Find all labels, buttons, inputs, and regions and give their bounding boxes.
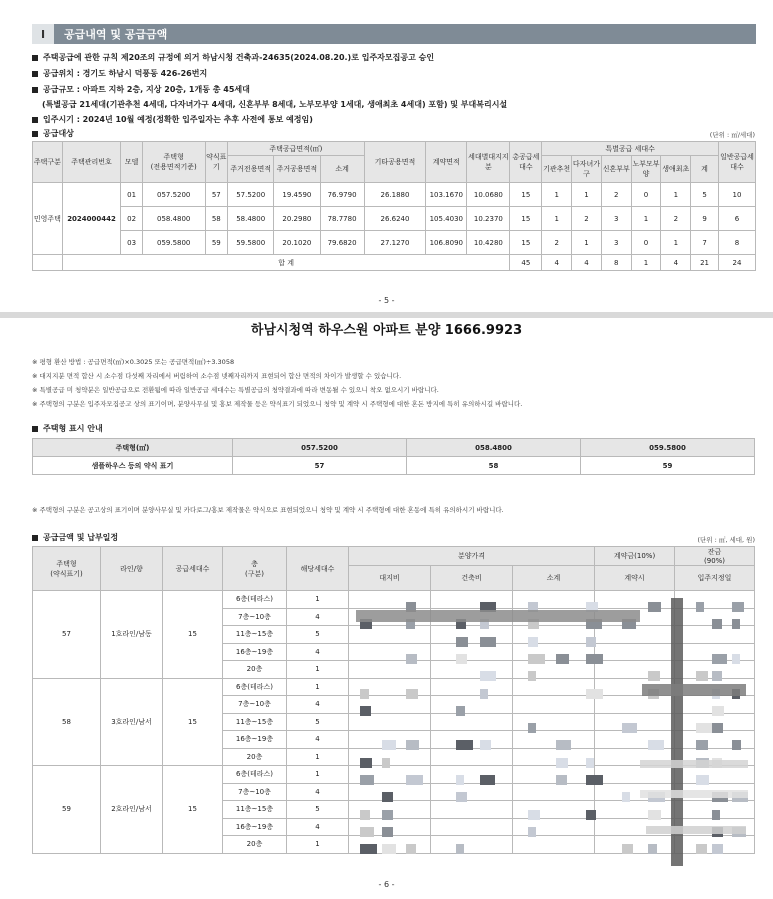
redacted-price-cell [431,748,513,766]
header-exclusive: 주거전용면적 [228,156,274,183]
price-header-floor-units: 해당세대수 [287,547,349,591]
header-multi-child: 다자녀가구 [572,156,602,183]
total-elderly-cell: 1 [631,255,661,271]
table-title-supply: 공급대상 [32,128,74,139]
exclusive-cell: 59.5800 [228,231,274,255]
redacted-price-cell [431,591,513,609]
redaction-pixel [456,706,465,716]
multi-cell: 1 [572,183,602,207]
common-cell: 19.4590 [274,183,320,207]
multi-cell: 2 [572,207,602,231]
redacted-price-cell [431,818,513,836]
bullet-square-icon [32,535,38,541]
redaction-pixel [622,723,637,733]
type-row-label: 주택형(㎡) [33,439,233,457]
redacted-price-cell [349,661,431,679]
header-subtotal: 소계 [320,156,364,183]
redacted-price-cell [595,696,675,714]
redaction-pixel [456,792,467,802]
total-agency-cell: 4 [542,255,572,271]
redaction-pixel [528,723,536,733]
redaction-pixel [696,775,709,785]
redaction-bar [642,684,746,696]
price-row [33,766,755,784]
redaction-pixel [586,810,596,820]
floor-cell: 16층~19층 [223,731,287,749]
price-header-sale-price: 분양가격 [349,547,595,566]
redacted-price-cell [431,696,513,714]
elderly-cell: 0 [631,231,661,255]
floor-cell: 16층~19층 [223,643,287,661]
abbrev-cell: 57 [233,457,407,475]
bullet-square-icon [32,131,38,137]
elderly-cell: 0 [631,183,661,207]
floor-cell: 20층 [223,748,287,766]
price-unit-label: (단위 : ㎡, 세대, 원) [697,536,755,544]
total-label: 합 계 [62,255,510,271]
agency-cell: 1 [542,207,572,231]
floor-units-cell: 4 [287,696,349,714]
newlywed-cell: 3 [601,207,631,231]
redaction-pixel [648,602,661,612]
type-cell: 058.4800 [407,439,581,457]
other-cell: 26.6240 [364,207,426,231]
other-cell: 27.1270 [364,231,426,255]
note-type-display: ※ 주택형의 구분은 입주자모집공고 상의 표기이며, 분양사무실 및 홍보 제작물 등은 약식표기 되었으니 청약 및 계약 시 주택형에 대한 혼돈 방지에 특히 유의하시길 바랍니다. [32,400,523,408]
bullet-approval: 주택공급에 관한 규칙 제20조의 규정에 의거 하남시청 건축과-24635(2024.08.20.)로 입주자모집공고 승인 [32,52,434,63]
header-first-time: 생애최초 [661,156,691,183]
newlywed-cell: 2 [601,183,631,207]
total-cell: 15 [510,183,542,207]
redaction-pixel [456,740,473,750]
redaction-pixel [528,654,545,664]
section-number: I [32,24,54,44]
redaction-pixel [406,775,423,785]
total-row [33,255,756,271]
floor-units-cell: 1 [287,678,349,696]
general-cell: 10 [718,183,755,207]
redaction-pixel [382,740,396,750]
redacted-price-cell [513,591,595,609]
abbrev-cell: 59 [581,457,755,475]
redaction-pixel [696,740,708,750]
price-table-body [33,591,755,854]
redaction-pixel [556,775,567,785]
header-land: 세대별대지지분 [467,142,510,183]
redaction-pixel [586,637,596,647]
redaction-pixel [456,844,464,854]
redaction-pixel [406,654,417,664]
supply-table-body [33,183,756,271]
bullet-move-in: 입주시기 : 2024년 10월 예정(정확한 입주일자는 추후 사전에 통보 예정임) [32,114,313,125]
redacted-price-cell [513,661,595,679]
redacted-price-cell [431,678,513,696]
redaction-pixel [696,602,704,612]
abbrev-cell: 58 [205,207,228,231]
total-blank-cell [33,255,63,271]
total-cell: 15 [510,231,542,255]
floor-cell: 6층(테라스) [223,766,287,784]
redacted-price-cell [431,713,513,731]
note-conversion: ※ 평형 환산 방법 : 공급면적(㎡)×0.3025 또는 공급면적(㎡)÷3.3058 [32,358,235,366]
common-cell: 20.2980 [274,207,320,231]
floor-cell: 6층(테라스) [223,591,287,609]
floor-units-cell: 1 [287,591,349,609]
abbrev-cell: 57 [205,183,228,207]
redacted-price-cell [431,643,513,661]
type-cell: 057.5200 [142,183,205,207]
price-title: 공급금액 및 납부일정 [32,532,118,543]
redaction-pixel [732,654,740,664]
floor-units-cell: 4 [287,643,349,661]
price-type-cell: 57 [33,591,101,679]
redacted-price-cell [595,801,675,819]
floor-units-cell: 4 [287,608,349,626]
redacted-price-cell [513,678,595,696]
bullet-square-icon [32,426,38,432]
abbrev-cell: 59 [205,231,228,255]
price-header-type: 주택형 (약식표기) [33,547,101,591]
floor-units-cell: 5 [287,801,349,819]
redacted-price-cell [513,818,595,836]
redacted-price-cell [513,713,595,731]
total-newlywed-cell: 8 [601,255,631,271]
land-cell: 10.4280 [467,231,510,255]
floor-cell: 6층(테라스) [223,678,287,696]
redaction-pixel [648,671,660,681]
header-area-group: 주택공급면적(㎡) [228,142,365,156]
floor-cell: 11층~15층 [223,626,287,644]
price-units-cell: 15 [163,766,223,854]
header-newlywed: 신혼부부 [601,156,631,183]
redaction-pixel [712,654,727,664]
floor-cell: 20층 [223,661,287,679]
floor-cell: 11층~15층 [223,713,287,731]
bullet-square-icon [32,87,38,93]
model-cell: 02 [121,207,143,231]
redaction-pixel [622,792,630,802]
type-cell: 057.5200 [233,439,407,457]
redaction-pixel [528,637,538,647]
note-land-share: ※ 대지지분 면적 합산 시 소수점 다섯째 자리에서 버림하여 소수점 넷째자리까지 표현되어 합산 면적의 차이가 발생할 수 있습니다. [32,372,402,380]
floor-units-cell: 1 [287,766,349,784]
redacted-price-cell [675,766,755,784]
header-common: 주거공용면적 [274,156,320,183]
price-line-cell: 3호라인/남서 [101,678,163,766]
agency-cell: 2 [542,231,572,255]
unit-label: (단위 : ㎡/세대) [709,131,755,139]
model-cell: 03 [121,231,143,255]
price-type-cell: 59 [33,766,101,854]
redacted-price-cell [595,591,675,609]
redaction-pixel [480,775,495,785]
sum-cell: 5 [691,183,719,207]
first-cell: 2 [661,207,691,231]
note-special-supply: ※ 특별공급 미 청약분은 일반공급으로 전환됨에 따라 일반공급 세대수는 특별공급의 청약결과에 따라 변동될 수 있으니 착오 없으시기 바랍니다. [32,386,439,394]
type-note: ※ 주택형의 구분은 공고상의 표기이며 분양사무실 및 카다로그/홍보 제작물은 약식으로 표현되었으니 청약 및 계약 시 주택형에 대한 혼동에 특히 유의하시기 바랍니다. [32,506,504,514]
redaction-pixel [360,844,377,854]
price-header-land-cost: 대지비 [349,566,431,591]
price-header-build-cost: 건축비 [431,566,513,591]
redaction-pixel [712,723,723,733]
redaction-pixel [712,810,720,820]
other-cell: 26.1880 [364,183,426,207]
subtotal-cell: 78.7780 [320,207,364,231]
type-display-table [32,438,755,475]
type-cell: 059.5800 [142,231,205,255]
redaction-pixel [480,740,491,750]
redacted-price-cell [675,731,755,749]
special-supply-note: (특별공급 21세대(기관추천 4세대, 다자녀가구 4세대, 신혼부부 8세대, 노부모부양 1세대, 생애최초 4세대) 포함) 및 부대복리시설 [42,100,508,109]
land-cell: 10.0680 [467,183,510,207]
price-header-line: 라인/향 [101,547,163,591]
redaction-pixel [732,619,740,629]
floor-cell: 20층 [223,836,287,854]
price-header-units: 공급세대수 [163,547,223,591]
contract-cell: 105.4030 [426,207,467,231]
redaction-pixel [648,740,664,750]
type-cell: 059.5800 [581,439,755,457]
redaction-pixel [528,810,540,820]
redaction-pixel [732,740,741,750]
redaction-pixel [712,671,722,681]
header-elderly: 노부모부양 [631,156,661,183]
redaction-pixel [696,723,712,733]
redaction-pixel [406,740,419,750]
redaction-pixel [586,654,603,664]
price-header-deposit-timing: 계약시 [595,566,675,591]
price-header-balance: 잔금 (90%) [675,547,755,566]
redacted-price-cell [431,661,513,679]
exclusive-cell: 57.5200 [228,183,274,207]
header-other-common: 기타공용면적 [364,142,426,183]
page-number: - 5 - [378,296,395,305]
floor-units-cell: 1 [287,748,349,766]
redaction-bar [356,610,640,622]
floor-cell: 7층~10층 [223,783,287,801]
redaction-pixel [406,844,416,854]
first-cell: 1 [661,183,691,207]
price-row [33,591,755,609]
redacted-price-cell [431,766,513,784]
header-mgmt-no: 주택관리번호 [62,142,121,183]
price-header-sum: 소계 [513,566,595,591]
floor-units-cell: 1 [287,836,349,854]
redaction-pixel [480,637,496,647]
redaction-pixel [622,844,633,854]
redaction-pixel [696,844,707,854]
redacted-price-cell [349,643,431,661]
redaction-pixel [556,654,569,664]
first-cell: 1 [661,231,691,255]
redaction-pixel [712,619,722,629]
supply-row [33,231,756,255]
floor-cell: 16층~19층 [223,818,287,836]
header-abbrev: 약식표기 [205,142,228,183]
contract-cell: 106.8090 [426,231,467,255]
redacted-price-cell [513,801,595,819]
redacted-price-cell [431,801,513,819]
redaction-pixel [360,775,374,785]
newlywed-cell: 3 [601,231,631,255]
redaction-pixel [382,827,393,837]
total-general-cell: 24 [718,255,755,271]
redacted-price-cell [349,591,431,609]
header-type: 주택형 (전용면적기준) [142,142,205,183]
mgmt-number-cell: 2024000442 [62,183,121,255]
type-display-title: 주택형 표시 안내 [32,423,103,434]
redaction-pixel [382,758,390,768]
redaction-pixel [556,758,568,768]
redaction-pixel [556,740,571,750]
bullet-location: 공급위치 : 경기도 하남시 덕풍동 426-26번지 [32,68,207,79]
header-special-group: 특별공급 세대수 [542,142,719,156]
total-sum-cell: 21 [691,255,719,271]
type-cell: 058.4800 [142,207,205,231]
floor-units-cell: 4 [287,783,349,801]
redacted-price-cell [513,748,595,766]
page-5 [0,0,773,312]
floor-cell: 7층~10층 [223,608,287,626]
redacted-price-cell [431,626,513,644]
supply-row [33,207,756,231]
header-total-units: 총공급세대수 [510,142,542,183]
redacted-price-cell [513,696,595,714]
redaction-pixel [382,810,393,820]
redaction-pixel [696,671,708,681]
redaction-pixel [586,758,594,768]
subtotal-cell: 76.9790 [320,183,364,207]
header-general: 일반공급세대수 [718,142,755,183]
redaction-pixel [648,844,657,854]
redaction-pixel [456,654,467,664]
floor-units-cell: 5 [287,713,349,731]
redacted-price-cell [513,731,595,749]
redacted-price-cell [513,783,595,801]
price-header-floor: 층 (구분) [223,547,287,591]
redaction-pixel [360,827,374,837]
common-cell: 20.1020 [274,231,320,255]
contract-cell: 103.1670 [426,183,467,207]
general-cell: 8 [718,231,755,255]
price-header-balance-timing: 입주지정일 [675,566,755,591]
redacted-price-cell [595,766,675,784]
total-cell: 15 [510,207,542,231]
redaction-pixel [406,689,418,699]
redaction-pixel [360,706,371,716]
header-agency: 기관추천 [542,156,572,183]
redaction-pixel [382,844,396,854]
redacted-price-cell [595,661,675,679]
floor-units-cell: 4 [287,731,349,749]
redaction-pixel [456,637,468,647]
redaction-bar [646,826,746,834]
header-model: 모델 [121,142,143,183]
redaction-pixel [586,689,603,699]
redaction-pixel [732,602,744,612]
redacted-price-cell [595,643,675,661]
general-cell: 6 [718,207,755,231]
abbrev-row-label: 샘플하우스 등의 약식 표기 [33,457,233,475]
elderly-cell: 1 [631,207,661,231]
total-first-cell: 4 [661,255,691,271]
redaction-pixel [712,844,723,854]
redacted-price-cell [513,626,595,644]
multi-cell: 1 [572,231,602,255]
header-housing-type: 주택구분 [33,142,63,183]
redaction-pixel [528,827,536,837]
phone-banner: 하남시청역 하우스원 아파트 분양 1666.9923 [250,323,523,338]
redaction-pixel [456,775,464,785]
redaction-pixel [382,792,393,802]
header-contract-area: 계약면적 [426,142,467,183]
bullet-square-icon [32,55,38,61]
price-type-cell: 58 [33,678,101,766]
floor-cell: 11층~15층 [223,801,287,819]
section-header [32,24,756,44]
redaction-pixel [360,689,369,699]
total-multi-cell: 4 [572,255,602,271]
redaction-pixel [586,775,603,785]
bullet-square-icon [32,71,38,77]
redacted-price-cell [513,836,595,854]
sum-cell: 9 [691,207,719,231]
price-header-deposit: 계약금(10%) [595,547,675,566]
supply-row [33,183,756,207]
floor-units-cell: 1 [287,661,349,679]
page-number: - 6 - [378,880,395,889]
section-title: 공급내역 및 공급금액 [64,28,168,41]
land-cell: 10.2370 [467,207,510,231]
model-cell: 01 [121,183,143,207]
redacted-price-cell [431,836,513,854]
redaction-pixel [360,758,372,768]
price-line-cell: 1호라인/남동 [101,591,163,679]
redaction-pixel [480,671,496,681]
redacted-price-cell [431,783,513,801]
abbrev-cell: 58 [407,457,581,475]
floor-units-cell: 5 [287,626,349,644]
agency-cell: 1 [542,183,572,207]
exclusive-cell: 58.4800 [228,207,274,231]
total-total-cell: 45 [510,255,542,271]
redaction-pixel [360,810,370,820]
redaction-bar [640,760,748,768]
price-units-cell: 15 [163,591,223,679]
redaction-pixel [712,706,724,716]
redacted-price-cell [513,643,595,661]
price-units-cell: 15 [163,678,223,766]
redaction-pixel [480,689,488,699]
redaction-pixel [528,671,536,681]
redacted-price-cell [595,836,675,854]
floor-units-cell: 4 [287,818,349,836]
price-schedule-table [32,546,755,854]
bullet-square-icon [32,117,38,123]
bullet-scale: 공급규모 : 아파트 지하 2층, 지상 20층, 1개동 총 45세대 [32,84,250,95]
redaction-bar [640,790,748,798]
sum-cell: 7 [691,231,719,255]
subtotal-cell: 79.6820 [320,231,364,255]
price-line-cell: 2호라인/남서 [101,766,163,854]
header-sum: 계 [691,156,719,183]
floor-cell: 7층~10층 [223,696,287,714]
redaction-pixel [648,810,661,820]
category-cell: 민영주택 [33,183,63,255]
supply-target-table [32,141,756,271]
redacted-price-cell [513,766,595,784]
